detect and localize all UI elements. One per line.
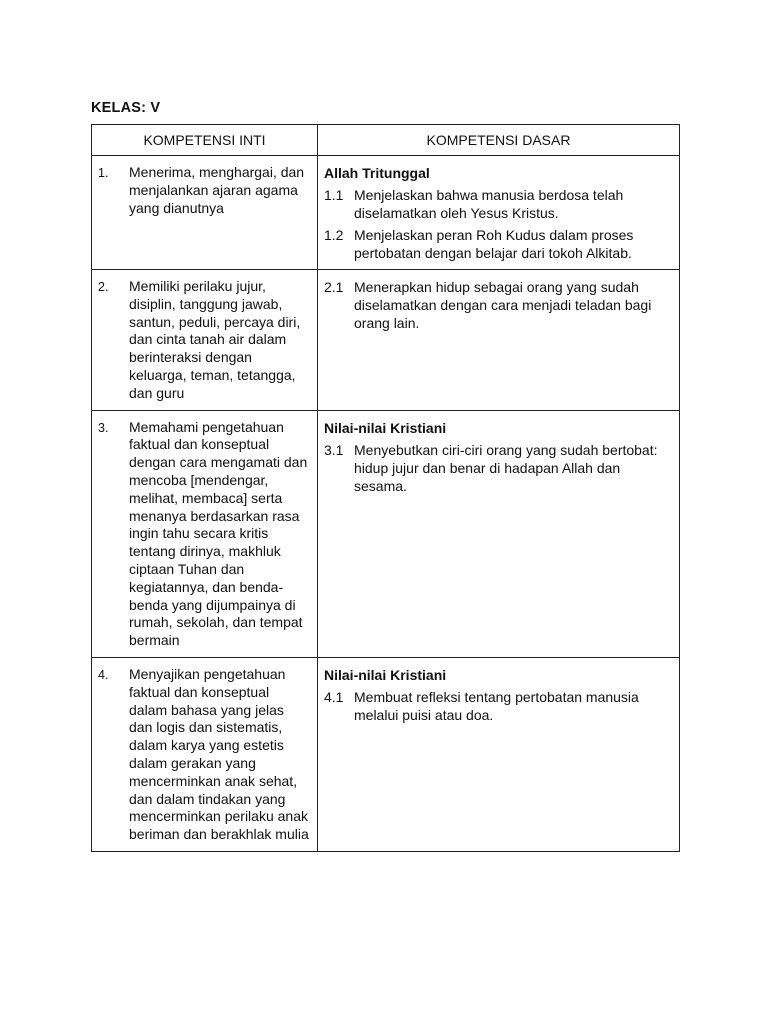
kompetensi-dasar-number: 2.1 <box>324 279 344 295</box>
kompetensi-inti-entry <box>98 419 311 650</box>
kompetensi-dasar-text: Menjelaskan bahwa manusia berdosa telah diselamatkan oleh Yesus Kristus. <box>354 187 624 221</box>
kompetensi-inti-text: Menyajikan pengetahuan faktual dan konseptual dalam bahasa yang jelas dan logis dan sistematis, dalam karya yang estetis dalam gerakan yang mencerminkan anak sehat, dan dalam tindakan yang mencerminkan perilaku anak beriman dan berakhlak mulia <box>129 665 309 843</box>
table-row <box>92 657 680 851</box>
kompetensi-dasar-text: Menjelaskan peran Roh Kudus dalam proses pertobatan dengan belajar dari tokoh Alkitab. <box>354 227 634 261</box>
header-kompetensi-inti: KOMPETENSI INTI <box>92 125 318 156</box>
kompetensi-inti-text: Menerima, menghargai, dan menjalankan ajaran agama yang dianutnya <box>129 164 305 216</box>
kompetensi-inti-entry <box>98 666 311 844</box>
kompetensi-inti-entry <box>98 164 311 217</box>
table-row <box>92 156 680 270</box>
kompetensi-dasar-number: 1.2 <box>324 227 344 243</box>
kompetensi-dasar-item <box>324 441 673 495</box>
kompetensi-dasar-item <box>324 186 673 222</box>
kompetensi-inti-number: 4. <box>98 667 109 682</box>
kompetensi-dasar-text: Menyebutkan ciri-ciri orang yang sudah bertobat: hidup jujur dan benar di hadapan Allah dan sesama. <box>354 441 658 494</box>
kompetensi-dasar-cell <box>318 657 680 851</box>
kompetensi-inti-cell <box>92 156 318 270</box>
kompetensi-dasar-number: 4.1 <box>324 688 344 705</box>
kompetensi-inti-cell <box>92 657 318 851</box>
class-label: KELAS: V <box>91 100 161 116</box>
kompetensi-inti-cell <box>92 410 318 657</box>
kompetensi-inti-text: Memiliki perilaku jujur, disiplin, tanggung jawab, santun, peduli, percaya diri, dan cinta tanah air dalam berinteraksi dengan keluarga, teman, tetangga, dan guru <box>129 278 301 401</box>
table-row <box>92 410 680 657</box>
kompetensi-dasar-topic: Allah Tritunggal <box>324 165 430 181</box>
kompetensi-dasar-item <box>324 226 673 262</box>
table-header-row <box>92 125 680 156</box>
competency-table <box>91 124 680 852</box>
kompetensi-inti-entry <box>98 278 311 403</box>
kompetensi-dasar-cell <box>318 410 680 657</box>
kompetensi-dasar-cell <box>318 270 680 411</box>
kompetensi-inti-number: 2. <box>98 280 109 294</box>
header-kompetensi-dasar: KOMPETENSI DASAR <box>318 125 680 156</box>
kompetensi-dasar-topic: Nilai-nilai Kristiani <box>324 666 447 683</box>
kompetensi-dasar-text: Menerapkan hidup sebagai orang yang sudah diselamatkan dengan cara menjadi teladan bagi orang lain. <box>354 279 652 331</box>
kompetensi-dasar-text: Membuat refleksi tentang pertobatan manusia melalui puisi atau doa. <box>354 688 639 723</box>
kompetensi-dasar-topic: Nilai-nilai Kristiani <box>324 419 447 436</box>
kompetensi-dasar-number: 1.1 <box>324 187 344 203</box>
kompetensi-inti-cell <box>92 270 318 411</box>
kompetensi-dasar-cell <box>318 156 680 270</box>
table-row <box>92 270 680 411</box>
kompetensi-dasar-item <box>324 688 673 724</box>
table-body <box>92 156 680 852</box>
kompetensi-inti-text: Memahami pengetahuan faktual dan konseptual dengan cara mengamati dan mencoba [mendengar, melihat, membaca] serta menanya berdasarkan rasa ingin tahu secara kritis tentang dirinya, makhluk ciptaan Tuhan dan kegiatannya, dan benda-benda yang dijumpainya di rumah, sekolah, dan tempat bermain <box>129 418 308 649</box>
kompetensi-inti-number: 3. <box>98 420 109 435</box>
kompetensi-inti-number: 1. <box>98 166 109 180</box>
kompetensi-dasar-item <box>324 278 673 332</box>
kompetensi-dasar-number: 3.1 <box>324 441 344 458</box>
